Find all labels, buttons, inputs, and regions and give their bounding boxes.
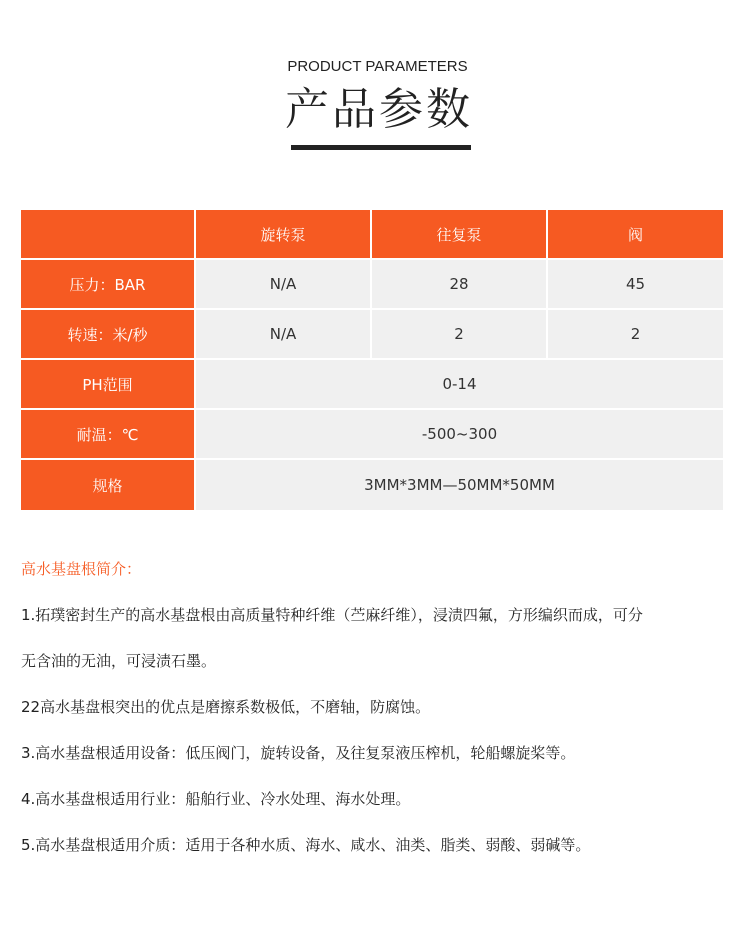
parameter-table — [21, 210, 723, 510]
column-header: 阀 — [548, 210, 723, 260]
table-cell-span: 0-14 — [196, 360, 723, 410]
intro-paragraph: 4.高水基盘根适用行业：船舶行业、冷水处理、海水处理。 — [21, 790, 411, 808]
row-label: 规格 — [21, 460, 196, 510]
table-cell: 45 — [548, 260, 723, 310]
section-subtitle-en: PRODUCT PARAMETERS — [287, 58, 468, 75]
table-cell: 2 — [548, 310, 723, 360]
table-cell-span: -500~300 — [196, 410, 723, 460]
table-cell: 28 — [372, 260, 548, 310]
table-cell: N/A — [196, 310, 372, 360]
section-title: 产品参数 — [285, 84, 473, 135]
table-cell-span: 3MM*3MM—50MM*50MM — [196, 460, 723, 510]
title-underline — [291, 145, 471, 150]
intro-paragraph: 无含油的无油，可浸渍石墨。 — [21, 652, 217, 670]
row-label: PH范围 — [21, 360, 196, 410]
table-cell: 2 — [372, 310, 548, 360]
table-row — [21, 460, 723, 510]
column-header: 往复泵 — [372, 210, 548, 260]
column-header: 旋转泵 — [196, 210, 372, 260]
intro-paragraph: 22高水基盘根突出的优点是磨擦系数极低，不磨轴，防腐蚀。 — [21, 698, 431, 716]
intro-paragraph: 5.高水基盘根适用介质：适用于各种水质、海水、咸水、油类、脂类、弱酸、弱碱等。 — [21, 836, 591, 854]
row-label: 耐温：℃ — [21, 410, 196, 460]
table-cell: N/A — [196, 260, 372, 310]
row-label: 转速：米/秒 — [21, 310, 196, 360]
table-header-row — [21, 210, 723, 260]
table-row — [21, 310, 723, 360]
row-label: 压力：BAR — [21, 260, 196, 310]
intro-paragraph: 1.拓璞密封生产的高水基盘根由高质量特种纤维（苎麻纤维），浸渍四氟，方形编织而成，可分 — [21, 606, 643, 624]
table-row — [21, 260, 723, 310]
table-row — [21, 410, 723, 460]
intro-paragraph: 3.高水基盘根适用设备：低压阀门，旋转设备，及往复泵液压榨机，轮船螺旋桨等。 — [21, 744, 576, 762]
intro-title: 高水基盘根简介： — [21, 560, 142, 578]
table-corner-cell — [21, 210, 196, 260]
table-row — [21, 360, 723, 410]
